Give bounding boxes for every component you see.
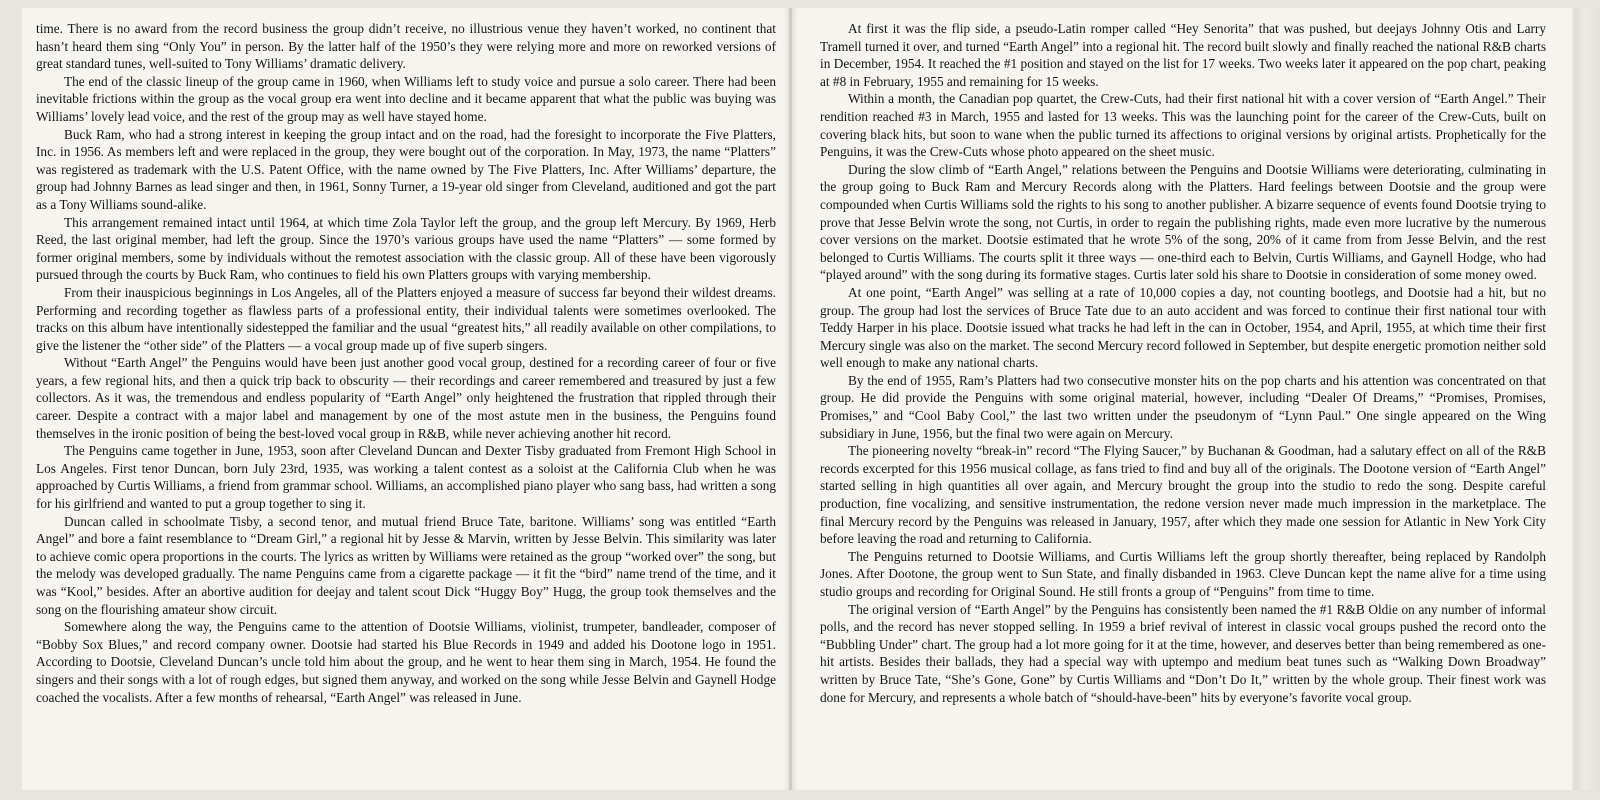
paragraph: The Penguins came together in June, 1953, soon after Cleveland Duncan and Dexter Tisby graduated from Fremont High School in Los Angeles. First tenor Duncan, born July 23rd, 1935, was working a talent contest as a soloist at the California Club when he was approached by Curtis Williams, a friend from grammar school. Williams, an accomplished piano player who sang bass, had written a song for his girlfriend and wanted to put a group together to sing it.: [36, 443, 776, 512]
paragraph: During the slow climb of “Earth Angel,” relations between the Penguins and Dootsie Williams were deteriorating, culminating in the group going to Buck Ram and Mercury Records along with the Platters. Hard feelings between Dootsie and the group were compounded when Curtis Williams sold the rights to his song to another publisher. A bizarre sequence of events found Dootsie trying to prove that Jesse Belvin wrote the song, not Curtis, in order to regain the publishing rights, made even more lucrative by the numerous cover versions on the market. Dootsie estimated that he wrote 5% of the song, 20% of it came from from Jesse Belvin, and the rest belonged to Curtis Williams. The courts split it three ways — one-third each to Belvin, Curtis Williams, and Gaynell Hodge, who had “played around” with the song during its formative stages. Curtis later sold his share to Dootsie in consideration of some money owed.: [820, 161, 1546, 283]
paragraph: At one point, “Earth Angel” was selling at a rate of 10,000 copies a day, not counting bootlegs, and Dootsie had a hit, but no group. The group had lost the services of Bruce Tate due to an auto accident and was forced to continue their first national tour with Teddy Harper in his place. Dootsie issued what tracks he had left in the can in October, 1954, and April, 1955, at which time their first Mercury single was also on the market. The second Mercury record followed in September, but despite energetic promotion neither sold well enough to make any national charts.: [820, 284, 1546, 371]
paragraph: Somewhere along the way, the Penguins came to the attention of Dootsie Williams, violinist, trumpeter, bandleader, composer of “Bobby Sox Blues,” and record company owner. Dootsie had started his Blue Records in 1949 and added his Dootone logo in 1951. According to Dootsie, Cleveland Duncan’s uncle told him about the group, and he went to hear them sing in March, 1954. He found the singers and their songs with a lot of rough edges, but signed them anyway, and worked on the song while Jesse Belvin and Gaynell Hodge coached the vocalists. After a few months of rehearsal, “Earth Angel” was released in June.: [36, 619, 776, 705]
paragraph: By the end of 1955, Ram’s Platters had two consecutive monster hits on the pop charts and his attention was concentrated on that group. He did provide the Penguins with some original material, however, including “Dealer Of Dreams,” “Promises, Promises, Promises,” and “Cool Baby Cool,” the last two written under the pseudonym of “Lynn Paul.” One single appeared on the Wing subsidiary in June, 1956, but the final two were again on Mercury.: [820, 372, 1546, 441]
paragraph: The original version of “Earth Angel” by the Penguins has consistently been named the #1 R&B Oldie on any number of informal polls, and the record has never stopped selling. In 1959 a brief revival of interest in classic vocal groups pushed the record onto the “Bubbling Under” chart. The group had a lot more going for it at the time, however, and deserves better than being remembered as one-hit artists. Besides their ballads, they had a special way with uptempo and medium beat tunes such as “Walking Down Broadway” written by Bruce Tate, “She’s Gone, Gone” by Curtis Williams and “Don’t Do It,” written by the whole group. Their finest work was done for Mercury, and represents a whole batch of “should-have-been” hits by everyone’s favorite vocal group.: [820, 601, 1546, 705]
paragraph: This arrangement remained intact until 1964, at which time Zola Taylor left the group, and the group left Mercury. By 1969, Herb Reed, the last original member, had left the group. Since the 1970’s various groups have used the name “Platters” — some formed by former original members, some by individuals without the remotest association with the classic group. All of these have been vigorously pursued through the courts by Buck Ram, who continues to field his own Platters groups with varying membership.: [36, 214, 776, 283]
paragraph: Buck Ram, who had a strong interest in keeping the group intact and on the road, had the foresight to incorporate the Five Platters, Inc. in 1956. As members left and were replaced in the group, they were bought out of the corporation. In May, 1973, the name “Platters” was registered as trademark with the U.S. Patent Office, with the name owned by The Five Platters, Inc. After Williams’ departure, the group had Johnny Barnes as lead singer and then, in 1961, Sonny Turner, a 19-year old singer from Cleveland, auditioned and got the part as a Tony Williams sound-alike.: [36, 126, 776, 212]
right-page: [792, 8, 1572, 790]
paragraph: From their inauspicious beginnings in Los Angeles, all of the Platters enjoyed a measure of success far beyond their wildest dreams. Performing and recording together as flawless parts of a professional entity, their individual talents were sometimes overlooked. The tracks on this album have intentionally sidestepped the familiar and the usual “greatest hits,” all readily available on other compilations, to give the listener the “other side” of the Platters — a vocal group made up of five superb singers.: [36, 284, 776, 353]
page-edge: [1574, 8, 1600, 790]
paragraph: The Penguins returned to Dootsie Williams, and Curtis Williams left the group shortly thereafter, being replaced by Randolph Jones. After Dootone, the group went to Sun State, and finally disbanded in 1963. Cleve Duncan kept the name alive for a time using studio groups and recording for Original Sound. He still fronts a group of “Penguins” from time to time.: [820, 548, 1546, 599]
right-page-text: [820, 20, 1546, 706]
paragraph: Without “Earth Angel” the Penguins would have been just another good vocal group, destined for a recording career of four or five years, a few regional hits, and then a quick trip back to obscurity — their recordings and career remembered and treasured by just a few collectors. As it was, the tremendous and endless popularity of “Earth Angel” only heightened the frustration that rippled through their career. Despite a contract with a major label and management by one of the most astute men in the business, the Penguins found themselves in the ironic position of being the best-loved vocal group in R&B, while never achieving another hit record.: [36, 355, 776, 441]
left-page: [22, 8, 790, 790]
left-page-text: [36, 20, 776, 706]
paragraph: Duncan called in schoolmate Tisby, a second tenor, and mutual friend Bruce Tate, baritone. Williams’ song was entitled “Earth Angel” and bore a faint resemblance to “Dream Girl,” a regional hit by Jesse & Marvin, written by Jesse Belvin. This similarity was later to achieve comic opera proportions in the courts. The lyrics as written by Williams were retained as the group “worked over” the song, but the melody was developed gradually. The name Penguins came from a cigarette package — it fit the “bird” name trend of the time, and it was “Kool,” besides. After an abortive audition for deejay and talent scout Dick “Huggy Boy” Hugg, the group took themselves and the song on the flourishing amateur show circuit.: [36, 513, 776, 617]
paragraph: time. There is no award from the record business the group didn’t receive, no illustrious venue they haven’t worked, no continent that hasn’t heard them sing “Only You” in person. By the latter half of the 1950’s they were relying more and more on reworked versions of great standard tunes, well-suited to Tony Williams’ dramatic delivery.: [36, 21, 776, 72]
paragraph: The pioneering novelty “break-in” record “The Flying Saucer,” by Buchanan & Goodman, had a salutary effect on all of the R&B records excerpted for this 1956 musical collage, as fans tried to find and buy all of the originals. The Dootone version of “Earth Angel” started selling in high quantities all over again, and Mercury brought the group into the studio to redo the song. Despite careful production, fine vocalizing, and sensitive instrumentation, the redone version never made much impression in the marketplace. The final Mercury record by the Penguins was released in January, 1957, after which they made one session for Atlantic in New York City before leaving the road and returning to California.: [820, 443, 1546, 547]
paragraph: The end of the classic lineup of the group came in 1960, when Williams left to study voice and pursue a solo career. There had been inevitable frictions within the group as the vocal group era went into decline and it became apparent that what the public was buying was Williams’ lovely lead voice, and the rest of the group may as well have stayed home.: [36, 73, 776, 124]
paragraph: At first it was the flip side, a pseudo-Latin romper called “Hey Senorita” that was pushed, but deejays Johnny Otis and Larry Tramell turned it over, and turned “Earth Angel” into a regional hit. The record built slowly and finally reached the national R&B charts in December, 1954. It reached the #1 position and stayed on the list for 17 weeks. Two weeks later it appeared on the pop chart, peaking at #8 in February, 1955 and remaining for 15 weeks.: [820, 21, 1546, 89]
paragraph: Within a month, the Canadian pop quartet, the Crew-Cuts, had their first national hit with a cover version of “Earth Angel.” Their rendition reached #3 in March, 1955 and lasted for 13 weeks. This was the launching point for the career of the Crew-Cuts, built on covering black hits, but soon to wane when the public turned its affections to original versions by original artists. Prophetically for the Penguins, it was the Crew-Cuts whose photo appeared on the sheet music.: [820, 91, 1546, 160]
